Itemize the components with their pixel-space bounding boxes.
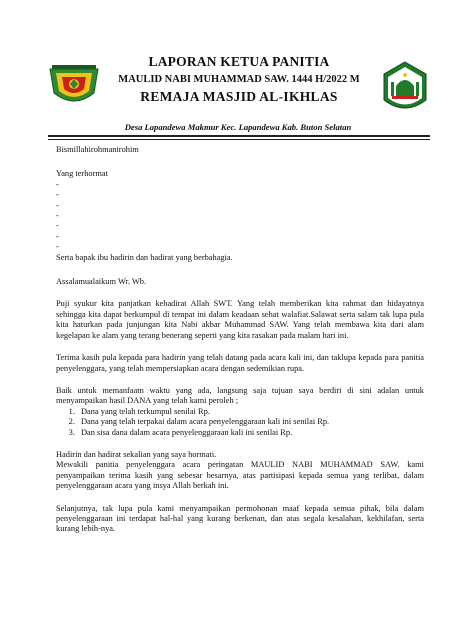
paragraph-gratitude: Puji syukur kita panjatkan kehadirat Allah SWT. Yang telah memberikan kita rahmat dan hidayatnya sehingga kita dapat berkumpul di tempat ini dalam keadaan sehat walafiat.Salawat serta salam tak lupa pula kita haturkan pada junjungan kita Nabi akbar Muhammad SAW. Yang telah membawa kita dari alam kegelapan ke alam yang terang benerang seperti yang kita rasakan pada malam hari ini. bbox=[56, 299, 424, 340]
mosque-emblem-icon bbox=[382, 60, 428, 116]
header-rule-thin bbox=[48, 139, 430, 140]
letterhead bbox=[48, 50, 428, 120]
recipient-line: - bbox=[56, 242, 59, 252]
recipient-line: - bbox=[56, 200, 59, 210]
guests-line: Serta bapak ibu hadirin dan hadirat yang berbahagia. bbox=[56, 252, 233, 262]
paragraph-funds-intro: Baik untuk memanfaatn waktu yang ada, langsung saja tujuan saya berdiri di sini adalan untuk menyampaikan hasil DANA yang telah kami peroleh ; bbox=[56, 385, 424, 406]
fund-list bbox=[56, 407, 424, 438]
paragraph-thanks: Terima kasih pula kepada para hadirin yang telah datang pada acara kali ini, dan taklupa kepada para panitia penyelenggara, yang telah mempersiapkan acara dengan sedemikian rupa. bbox=[56, 353, 424, 373]
paragraph-address-audience: Hadirin dan hadirat sekalian yang saya hormati. bbox=[56, 449, 217, 459]
recipient-line: - bbox=[56, 221, 59, 231]
fund-item: 2. Dana yang telah terpakai dalam acara penyelenggaraan kali ini senilai Rp. bbox=[77, 417, 424, 427]
paragraph-committee-thanks: Mewakili panitia penyelenggara acara peringatan MAULID NABI MUHAMMAD SAW. kami penyampaikan terima kasih yang sebesar besarnya, atas partisipasi kepada semua yang terlibat, dalam penyelenggaraan acara yang insya Allah berkah ini. bbox=[56, 460, 424, 491]
recipient-line: - bbox=[56, 190, 59, 200]
document-subtitle: MAULID NABI MUHAMMAD SAW. 1444 H/2022 M bbox=[118, 74, 360, 85]
organization-name: REMAJA MASJID AL-IKHLAS bbox=[140, 89, 338, 104]
salutation: Yang terhormat bbox=[56, 169, 108, 179]
emblem-shield-icon bbox=[48, 63, 100, 109]
greeting: Assalamualaikum Wr. Wb. bbox=[56, 277, 147, 287]
letter-body bbox=[56, 141, 424, 535]
recipient-line: - bbox=[56, 211, 59, 221]
fund-item: 3. Dan sisa dana dalam acara penyelenggaraan kali ini senilai Rp. bbox=[77, 428, 424, 438]
paragraph-apology: Selanjutnya, tak lupa pula kami menyampaikan permohonan maaf kepada semua pihak, bila dalam penyelenggaraan ini terdapat hal-hal yang kurang berkenan, dan atas segala kesalahan, kekhilafan, serta kurang lebih-nya. bbox=[56, 503, 424, 534]
opening-line: Bismillahirohmanirohim bbox=[56, 145, 139, 154]
document-title: LAPORAN KETUA PANITIA bbox=[148, 54, 330, 69]
recipient-line: - bbox=[56, 231, 59, 241]
recipient-line: - bbox=[56, 179, 59, 189]
header-rule-thick bbox=[48, 135, 430, 137]
fund-item: 1. Dana yang telah terkumpul senilai Rp. bbox=[77, 407, 424, 417]
organization-address: Desa Lapandewa Makmur Kec. Lapandewa Kab. Buton Selatan bbox=[124, 122, 352, 132]
